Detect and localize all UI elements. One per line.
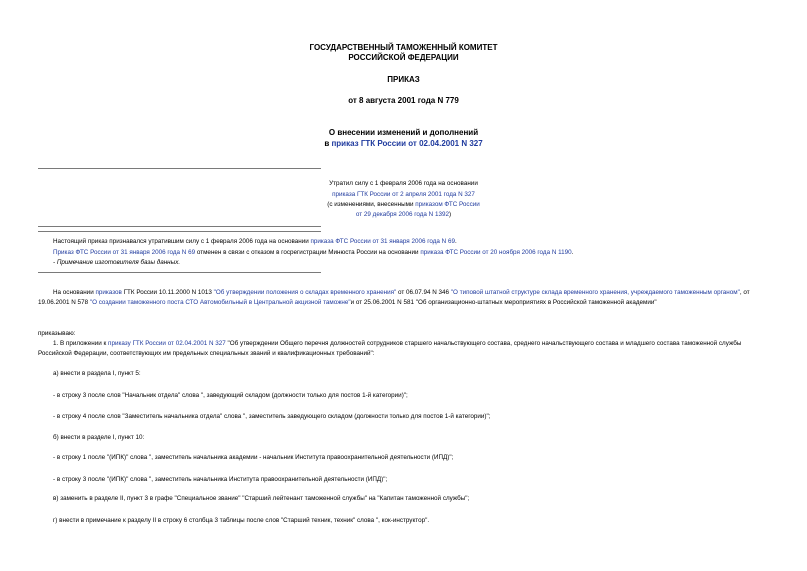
divider-line (38, 168, 321, 169)
note-line2 (53, 248, 573, 258)
basis-structure-link[interactable]: "О типовой штатной структуре склада временного хранения, учреждаемого таможенным органом" (450, 289, 740, 296)
status-line2 (0, 190, 807, 200)
title-prefix: в (324, 139, 332, 148)
list-item: - в строку 1 после "(ИПК)" слова ", заместитель начальника академии - начальник Института правоохранительной деятельности (ИПД)"; (53, 454, 454, 461)
document-title-line1: О внесении изменений и дополнений (328, 128, 479, 137)
note-editor-remark: - Примечание изготовителя базы данных. (53, 259, 181, 266)
note-fts-link-2[interactable]: Приказ ФТС России от 31 января 2006 года N 69 (53, 249, 196, 256)
status-fts-link[interactable]: приказом ФТС России (415, 201, 480, 208)
note-text: Настоящий приказ признавался утратившим силу с 1 февраля 2006 года на основании (53, 238, 311, 245)
item1-text: "Об утверждении Общего перечня должностей сотрудников старшего начальствующего состава, среднего начальствующего состава и младшего состава таможенной службы Российской Федерации, соответствующих им предельных специальных званий и квалификационных требований": (38, 340, 742, 357)
agency-name-line1: ГОСУДАРСТВЕННЫЙ ТАМОЖЕННЫЙ КОМИТЕТ (309, 43, 498, 52)
divider-line (38, 231, 321, 232)
item1-text: 1. В приложении к (53, 340, 109, 347)
basis-warehouse-link[interactable]: "Об утверждении положения о складах временного хранения" (213, 289, 397, 296)
item1-order-link[interactable]: приказу ГТК России от 02.04.2001 N 327 (108, 340, 226, 347)
divider-line (38, 272, 321, 273)
status-line1: Утратил силу с 1 февраля 2006 года на основании (329, 180, 478, 187)
status-line4 (0, 210, 807, 220)
list-item: в) заменить в разделе II, пункт 3 в графе "Специальное звание" "Старший лейтенант таможенной службы" на "Капитан таможенной службы"; (53, 495, 470, 502)
basis-text: ГТК России 10.11.2000 N 1013 (121, 289, 214, 296)
document-date-number: от 8 августа 2001 года N 779 (348, 96, 459, 105)
basis-text: , от 19.06.2001 N 578 (38, 289, 750, 306)
list-item: - в строку 3 после "(ИПК)" слова ", заместитель начальника Института правоохранительной деятельности (ИПД)"; (53, 476, 388, 483)
status-order-link[interactable]: приказа ГТК России от 2 апреля 2001 года N 327 (332, 191, 475, 198)
note-punct: . (454, 238, 457, 245)
document-title-line2 (0, 139, 807, 149)
note-punct: . (571, 249, 574, 256)
note-text: отменен в связи с отказом в госрегистрации Минюста России на основании (195, 249, 421, 256)
note-line1 (53, 237, 457, 247)
note-fts-link-1[interactable]: приказа ФТС России от 31 января 2006 года N 69 (310, 238, 455, 245)
basis-text: от 06.07.94 N 346 (396, 289, 451, 296)
note-fts-link-3[interactable]: приказа ФТС России от 20 ноября 2006 года N 1190 (420, 249, 572, 256)
agency-name-line2: РОССИЙСКОЙ ФЕДЕРАЦИИ (348, 53, 459, 62)
order-word: приказываю: (38, 330, 76, 337)
title-order-link[interactable]: приказ ГТК России от 02.04.2001 N 327 (331, 139, 483, 148)
status-close-paren: ) (448, 211, 452, 218)
basis-post-link[interactable]: "О создании таможенного поста СТО Автомобильный в Центральной акцизной таможне" (89, 299, 351, 306)
status-fts-date-link[interactable]: от 29 декабря 2006 года N 1392 (355, 211, 449, 218)
status-line3 (0, 200, 807, 210)
list-item: - в строку 4 после слов "Заместитель начальника отдела" слова ", заместитель заведующего складом (должности только для постов 1-й категории)"; (53, 413, 491, 420)
list-item: б) внести в разделе I, пункт 10: (53, 434, 145, 441)
list-item: - в строку 3 после слов "Начальник отдела" слова ", заведующий складом (должности только для постов 1-й категории)"; (53, 392, 408, 399)
basis-paragraph (38, 288, 771, 308)
list-item: г) внести в примечание к разделу II в строку 6 столбца 3 таблицы после слов "Старший техник, техник" слова ", кок-инструктор". (53, 517, 430, 524)
basis-orders-link[interactable]: приказов (95, 289, 122, 296)
status-text: (с изменениями, внесенными (327, 201, 416, 208)
basis-text: и от 25.06.2001 N 581 "Об организационно-штатных мероприятиях в Российской таможенной академии" (350, 299, 657, 306)
list-item: а) внести в раздела I, пункт 5: (53, 370, 141, 377)
item1-paragraph (38, 339, 771, 359)
document-type: ПРИКАЗ (387, 75, 420, 84)
basis-text: На основании (53, 289, 96, 296)
divider-line (38, 226, 321, 227)
